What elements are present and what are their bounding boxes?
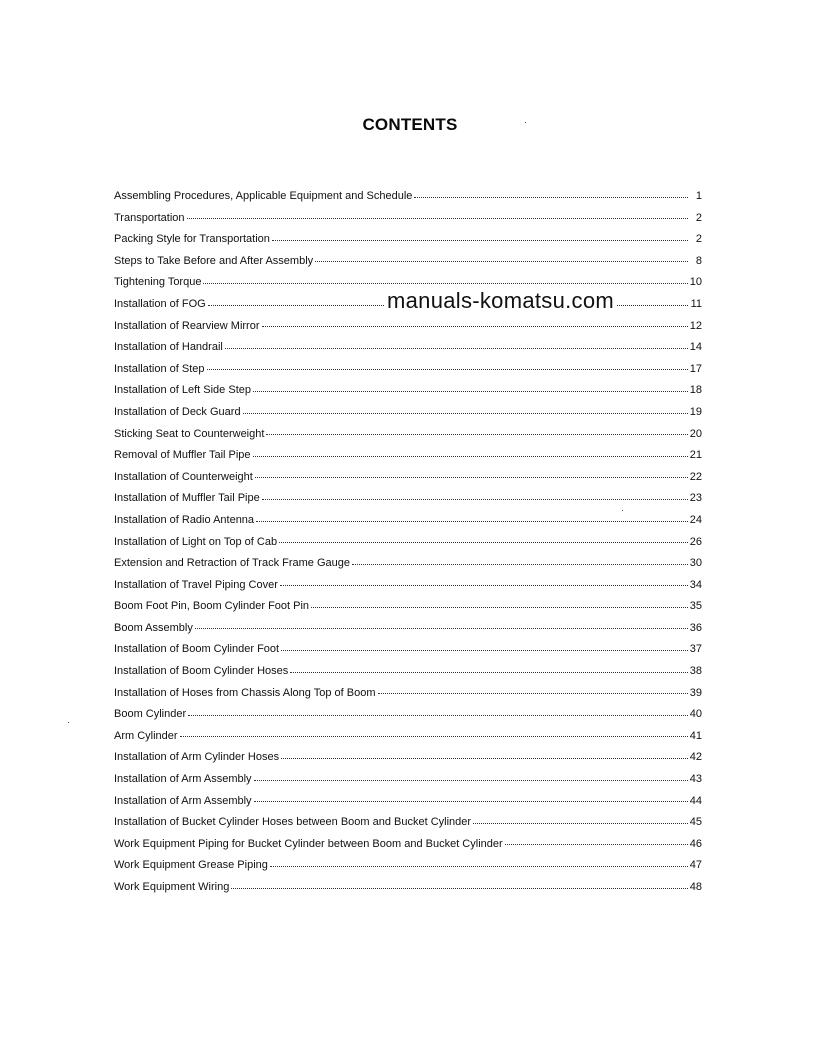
toc-entry [114, 402, 702, 424]
toc-entry [114, 186, 702, 208]
toc-dot-leader [473, 823, 688, 824]
toc-entry-page: 37 [689, 643, 702, 656]
toc-entry-page: 18 [689, 384, 702, 397]
toc-entry-page: 40 [689, 708, 702, 721]
toc-entry-title: Removal of Muffler Tail Pipe [114, 449, 251, 462]
toc-entry-title: Installation of Travel Piping Cover [114, 578, 278, 591]
toc-entry-page: 14 [689, 341, 702, 354]
toc-entry-title: Work Equipment Piping for Bucket Cylinder between Boom and Bucket Cylinder [114, 837, 503, 850]
toc-entry-title: Installation of Hoses from Chassis Along Top of Boom [114, 686, 376, 699]
toc-entry-title: Work Equipment Wiring [114, 881, 230, 893]
toc-dot-leader [180, 736, 688, 737]
toc-entry-page: 17 [689, 362, 702, 375]
toc-entry [114, 618, 702, 640]
toc-entry-page: 22 [689, 470, 702, 483]
toc-entry [114, 208, 702, 230]
toc-dot-leader [272, 240, 688, 241]
toc-entry-page: 8 [695, 254, 702, 267]
toc-entry [114, 661, 702, 683]
toc-entry-title: Assembling Procedures, Applicable Equipment and Schedule [114, 190, 413, 202]
toc-entry [114, 683, 702, 705]
toc-entry-title: Extension and Retraction of Track Frame Gauge [114, 557, 351, 570]
toc-dot-leader [253, 456, 688, 457]
toc-entry [114, 639, 702, 661]
toc-entry-title: Installation of Arm Assembly [114, 794, 252, 807]
toc-dot-leader [187, 218, 688, 219]
toc-dot-leader [262, 326, 688, 327]
toc-entry [114, 747, 702, 769]
toc-dot-leader [255, 477, 688, 478]
toc-entry-page: 42 [689, 751, 702, 764]
toc-entry-page: 21 [689, 449, 702, 462]
toc-entry [114, 316, 702, 338]
toc-entry-title: Installation of Deck Guard [114, 405, 241, 418]
toc-entry-title: Installation of Muffler Tail Pipe [114, 492, 260, 505]
toc-entry-title: Installation of FOG [114, 297, 206, 310]
toc-entry-title: Sticking Seat to Counterweight [114, 427, 265, 440]
toc-dot-leader [378, 693, 688, 694]
toc-entry [114, 704, 702, 726]
toc-dot-leader [195, 628, 688, 629]
toc-entry-title: Packing Style for Transportation [114, 233, 270, 246]
toc-entry [114, 445, 702, 467]
toc-entry-page: 43 [689, 773, 702, 786]
toc-dot-leader [290, 672, 688, 673]
toc-entry-title: Installation of Arm Cylinder Hoses [114, 751, 280, 764]
toc-entry [114, 510, 702, 532]
toc-entry [114, 596, 702, 618]
toc-entry [114, 467, 702, 489]
toc-entry [114, 877, 702, 899]
toc-entry-title: Installation of Light on Top of Cab [114, 535, 278, 548]
toc-entry-page: 24 [689, 513, 702, 526]
toc-entry [114, 834, 702, 856]
toc-entry-title: Installation of Boom Cylinder Hoses [114, 665, 289, 678]
toc-entry [114, 575, 702, 597]
toc-entry-page: 23 [689, 492, 702, 505]
scan-speck [622, 510, 623, 511]
toc-dot-leader [266, 434, 687, 435]
toc-entry-page: 46 [689, 837, 702, 850]
toc-entry [114, 769, 702, 791]
toc-entry-page: 19 [689, 405, 702, 418]
toc-entry [114, 359, 702, 381]
toc-entry [114, 791, 702, 813]
toc-dot-leader [262, 499, 688, 500]
toc-entry-page: 26 [689, 535, 702, 548]
toc-entry [114, 726, 702, 748]
toc-entry-page: 38 [689, 665, 702, 678]
toc-dot-leader [311, 607, 688, 608]
toc-dot-leader [279, 542, 688, 543]
toc-entry [114, 855, 702, 877]
toc-entry-title: Steps to Take Before and After Assembly [114, 254, 314, 267]
toc-entry-title: Transportation [114, 211, 185, 224]
toc-dot-leader [315, 261, 688, 262]
toc-dot-leader [254, 780, 688, 781]
toc-entry [114, 229, 702, 251]
toc-dot-leader [231, 888, 687, 889]
toc-dot-leader [256, 521, 688, 522]
toc-entry-title: Boom Foot Pin, Boom Cylinder Foot Pin [114, 600, 310, 613]
page-title: CONTENTS [362, 115, 458, 134]
toc-entry-page: 36 [689, 621, 702, 634]
toc-dot-leader [203, 283, 687, 284]
toc-entry [114, 488, 702, 510]
toc-entry-page: 41 [689, 729, 702, 742]
toc-entry [114, 424, 702, 446]
toc-entry-title: Installation of Boom Cylinder Foot [114, 643, 280, 656]
toc-entry-title: Boom Cylinder [114, 708, 187, 721]
toc-entry [114, 337, 702, 359]
toc-entry-page: 11 [690, 297, 702, 310]
scan-speck [525, 122, 526, 123]
toc-entry-title: Installation of Counterweight [114, 470, 253, 483]
toc-entry [114, 553, 702, 575]
toc-entry-title: Installation of Radio Antenna [114, 513, 255, 526]
toc-entry-title: Tightening Torque [114, 276, 202, 289]
toc-entry-page: 12 [689, 319, 702, 332]
toc-dot-leader [280, 585, 688, 586]
toc-entry-title: Installation of Handrail [114, 341, 223, 354]
toc-entry [114, 532, 702, 554]
toc-entry-title: Installation of Left Side Step [114, 384, 251, 397]
scan-speck [68, 722, 69, 723]
watermark: manuals-komatsu.com [387, 288, 614, 313]
toc-entry-page: 2 [695, 233, 702, 246]
toc-dot-leader [281, 758, 688, 759]
toc-entry-page: 34 [689, 578, 702, 591]
toc-dot-leader [270, 866, 688, 867]
toc-dot-leader [414, 197, 688, 198]
toc-dot-leader [254, 801, 688, 802]
toc-entry-page: 48 [689, 881, 702, 893]
toc-entry [114, 812, 702, 834]
toc-entry-title: Boom Assembly [114, 621, 193, 634]
toc-entry-page: 45 [689, 816, 702, 829]
toc-entry [114, 380, 702, 402]
toc-entry-page: 20 [689, 427, 702, 440]
toc-entry-page: 35 [689, 600, 702, 613]
toc-entry-page: 1 [695, 190, 702, 202]
toc-entry-title: Arm Cylinder [114, 729, 178, 742]
toc-entry-page: 44 [689, 794, 702, 807]
toc-dot-leader [253, 391, 688, 392]
toc-entry-page: 47 [689, 859, 702, 872]
toc-entry-page: 39 [689, 686, 702, 699]
toc-dot-leader [225, 348, 688, 349]
toc-entry-title: Installation of Rearview Mirror [114, 319, 260, 332]
toc-dot-leader [207, 369, 688, 370]
toc-entry-title: Work Equipment Grease Piping [114, 859, 268, 872]
toc-dot-leader [243, 413, 688, 414]
toc-entry-page: 2 [695, 211, 702, 224]
toc-dot-leader [352, 564, 688, 565]
toc-entry-page: 30 [689, 557, 702, 570]
toc-entry-title: Installation of Arm Assembly [114, 773, 252, 786]
toc-entry-page: 10 [689, 276, 702, 289]
toc-entry-title: Installation of Step [114, 362, 205, 375]
toc-dot-leader [505, 844, 688, 845]
toc-dot-leader [188, 715, 688, 716]
toc-entry [114, 251, 702, 273]
toc-entry-title: Installation of Bucket Cylinder Hoses between Boom and Bucket Cylinder [114, 816, 472, 829]
toc-dot-leader [281, 650, 688, 651]
